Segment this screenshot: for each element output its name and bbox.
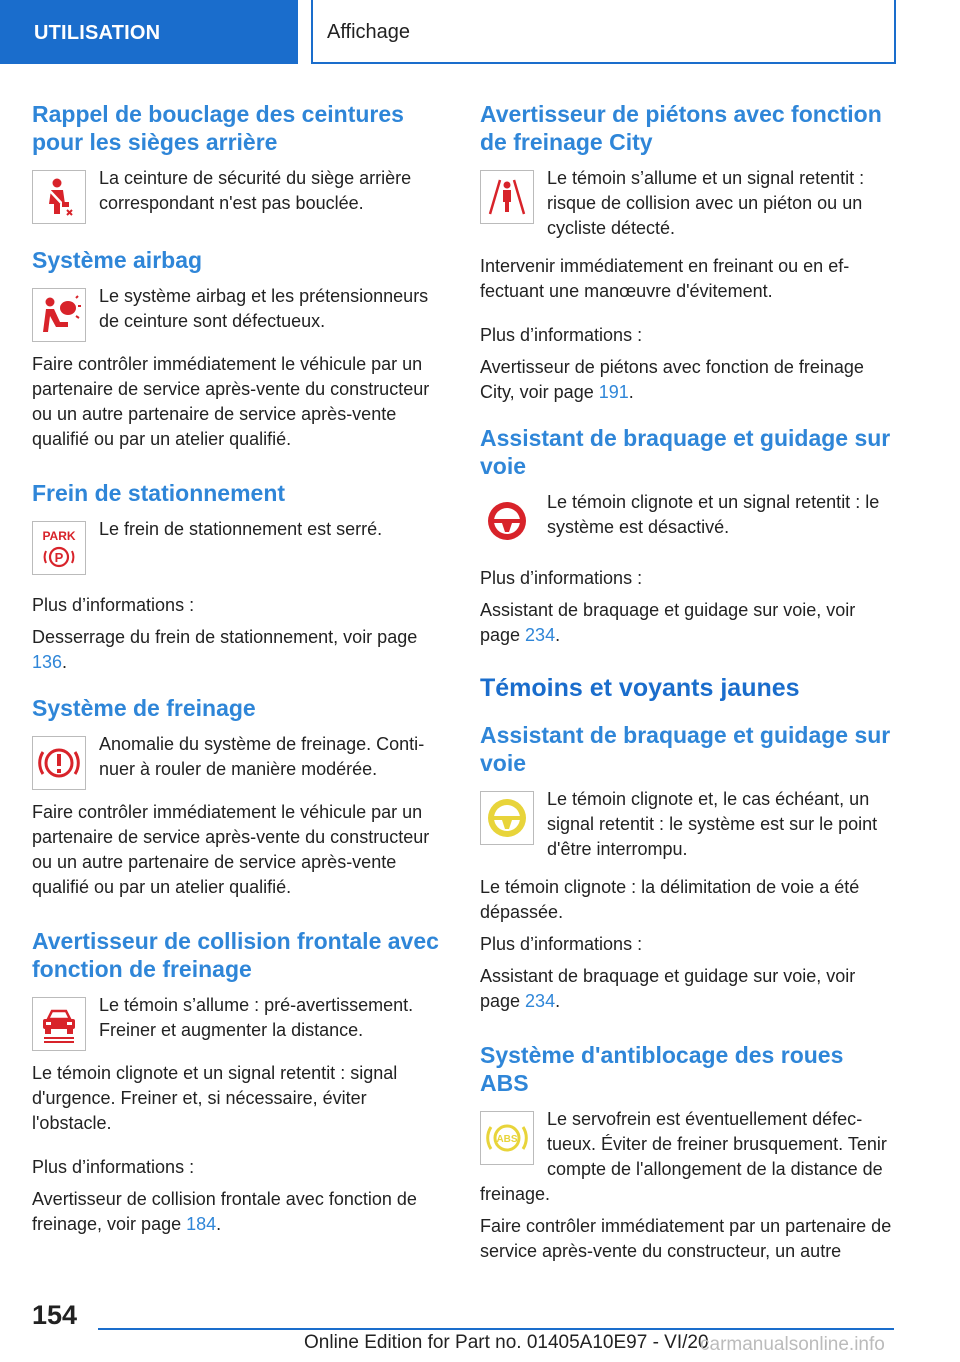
- section-title: Système de freinage: [32, 695, 256, 721]
- page-link[interactable]: 136: [32, 652, 63, 672]
- body-text: Anomalie du système de freinage. Continuer à rouler de manière modérée.: [99, 734, 425, 779]
- parking-brake-icon: [32, 521, 86, 575]
- warning-item: [480, 1107, 896, 1214]
- section-title: Frein de stationnement: [32, 480, 286, 506]
- abs-icon: [480, 1111, 534, 1165]
- page-link[interactable]: 191: [598, 382, 629, 402]
- warning-item: [32, 284, 450, 346]
- right-column: [480, 100, 896, 1271]
- section-title: Rappel de bouclage des ceintures pour les sièges arrière: [32, 101, 404, 155]
- chapter-heading: Témoins et voyants jaunes: [480, 674, 800, 702]
- airbag-warning-icon: [32, 288, 86, 342]
- body-text: La ceinture de sécurité du siège arrière correspondant n'est pas bouclée.: [99, 168, 412, 213]
- steering-assist-red-icon: [480, 494, 534, 548]
- section-title: Avertisseur de collision frontale avec fonction de freinage: [32, 928, 439, 982]
- body-text: Faire contrôler immédiatement le véhicule par un partenaire de service après-vente du constructeur ou un autre partenaire de service après-vente qualifié ou par un atelier qualifié.: [32, 802, 430, 897]
- more-info-label: Plus d’informations :: [480, 325, 643, 345]
- body-text: Intervenir immédiatement en freinant ou en effectuant une manœuvre d'évitement.: [480, 256, 850, 301]
- svg-text:PARK: PARK: [42, 529, 76, 543]
- watermark-text: carmanualsonline.info: [700, 1334, 885, 1355]
- more-info-label: Plus d’informations :: [32, 595, 195, 615]
- section-title: Assistant de braquage et guidage sur voie: [480, 722, 891, 776]
- section-tab: UTILISATION: [0, 0, 298, 64]
- body-text: Le témoin clignote : la délimitation de voie a été dépassée.: [480, 877, 860, 922]
- page-header: [0, 0, 960, 66]
- body-text: Le témoin clignote et un signal retentit : le système est désactivé.: [547, 492, 880, 537]
- warning-item: [480, 787, 896, 869]
- reference-text: Assistant de braquage et guidage sur voie, voir page 234.: [480, 966, 856, 1011]
- pedestrian-warning-icon: [480, 170, 534, 224]
- more-info-label: Plus d’informations :: [480, 934, 643, 954]
- more-info-label: Plus d’informations :: [32, 1157, 195, 1177]
- section-title: Système d'antiblocage des roues ABS: [480, 1042, 844, 1096]
- reference-text: Desserrage du frein de stationnement, voir page 136.: [32, 627, 418, 672]
- body-text: Le servofrein est éventuellement défectueux. Éviter de freiner brusquement. Tenir compte de l'allongement de la distance de freinage.: [480, 1109, 887, 1204]
- page-link[interactable]: 184: [186, 1214, 217, 1234]
- warning-item: [32, 517, 450, 579]
- warning-item: [480, 490, 896, 552]
- page-number: 154: [32, 1300, 78, 1330]
- footer-divider: [98, 1328, 894, 1330]
- body-text: Le témoin s’allume et un signal retentit : risque de collision avec un piéton ou un cycliste détecté.: [547, 168, 865, 238]
- brake-system-icon: [32, 736, 86, 790]
- page-link[interactable]: 234: [525, 991, 556, 1011]
- body-text: Faire contrôler immédiatement le véhicule par un partenaire de service après-vente du constructeur ou un autre partenaire de service après-vente qualifié ou par un atelier qualifié.: [32, 354, 430, 449]
- reference-text: Assistant de braquage et guidage sur voie, voir page 234.: [480, 600, 856, 645]
- chapter-tab: Affichage: [311, 0, 896, 64]
- reference-text: Avertisseur de collision frontale avec fonction de freinage, voir page 184.: [32, 1189, 417, 1234]
- body-text: Le témoin clignote et, le cas échéant, un signal retentit : le système est sur le point d'être interrompu.: [547, 789, 878, 859]
- section-title: Système airbag: [32, 247, 203, 273]
- body-text: Le frein de stationnement est serré.: [99, 519, 383, 539]
- warning-item: [32, 993, 450, 1055]
- reference-text: Avertisseur de piétons avec fonction de freinage City, voir page 191.: [480, 357, 864, 402]
- warning-item: [480, 166, 896, 248]
- more-info-label: Plus d’informations :: [480, 568, 643, 588]
- section-title: Avertisseur de piétons avec fonction de freinage City: [480, 101, 882, 155]
- body-text: Le système airbag et les prétensionneurs de ceinture sont défectueux.: [99, 286, 429, 331]
- left-column: [32, 100, 450, 1244]
- steering-assist-yellow-icon: [480, 791, 534, 845]
- edition-text: Online Edition for Part no. 01405A10E97 - VI/20: [304, 1332, 709, 1353]
- page-footer: [0, 1290, 960, 1362]
- svg-text:P: P: [54, 550, 64, 565]
- body-text: Le témoin clignote et un signal retentit : signal d'urgence. Freiner et, si nécessaire, éviter l'obstacle.: [32, 1063, 398, 1133]
- page-link[interactable]: 234: [525, 625, 556, 645]
- body-text: Faire contrôler immédiatement par un partenaire de service après-vente du constructeur, un autre: [480, 1216, 892, 1261]
- front-collision-icon: [32, 997, 86, 1051]
- warning-item: [32, 166, 450, 228]
- body-text: Le témoin s’allume : pré-avertissement. Freiner et augmenter la distance.: [99, 995, 414, 1040]
- svg-text:ABS: ABS: [496, 1134, 518, 1145]
- warning-item: [32, 732, 450, 794]
- seatbelt-warning-icon: [32, 170, 86, 224]
- section-title: Assistant de braquage et guidage sur voie: [480, 425, 891, 479]
